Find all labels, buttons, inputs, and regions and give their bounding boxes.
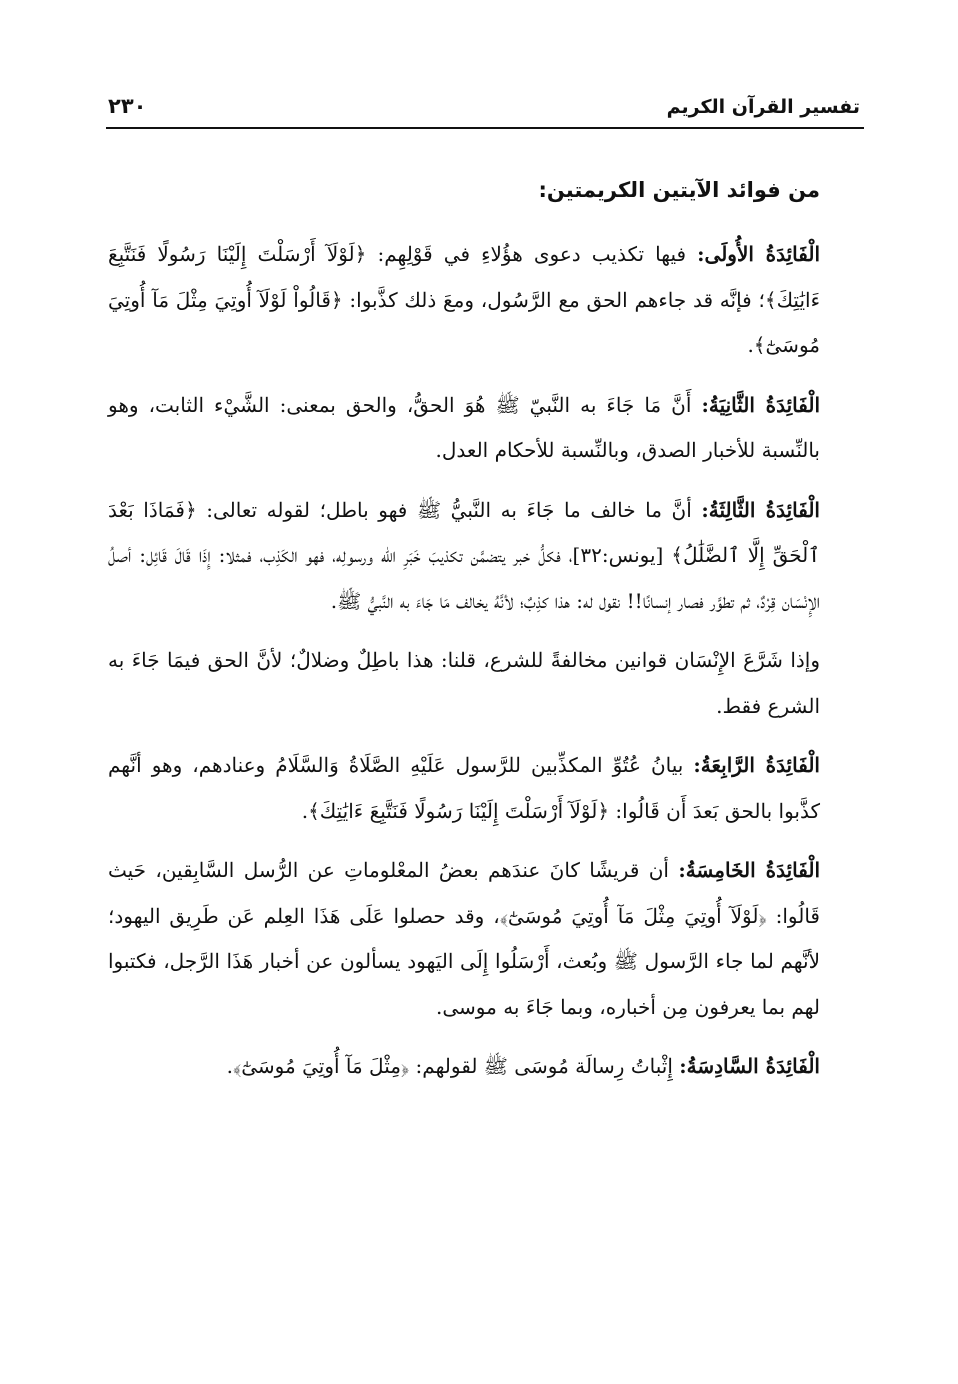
section-heading: من فوائد الآيتين الكريمتين: xyxy=(538,178,820,202)
benefit-paragraph-6 xyxy=(108,1044,820,1090)
benefit-title: الْفَائِدَةُ الأُولَى: xyxy=(697,242,820,266)
benefit-paragraph-1 xyxy=(108,232,820,369)
running-title: تفسير القرآن الكريم xyxy=(666,96,860,118)
benefit-title: الْفَائِدَةُ السَّادِسَةُ: xyxy=(679,1054,820,1078)
page-header xyxy=(108,92,860,128)
benefit-paragraph-3 xyxy=(108,488,820,625)
benefit-paragraph-4 xyxy=(108,743,820,834)
benefit-text: أن قريشًا كانَ عندَهم بعضُ المعْلوماتِ عن الرُّسل السَّابِقين، حَيث قَالُوا: ﴿لَوْلَآ أُوتِيَ مِثْلَ مَآ أُوتِيَ مُوسَىٰٓ﴾، وقد حصلوا عَلَى هَذَا العِلم عَن طَرِيق اليهود؛ لأنَّهم لما جاء الرَّسول ﷺ وبُعث، أَرْسَلُوا إِلَى اليَهود يسألون عن أخبار هَذَا الرَّجل، فكتبوا لهم بما يعرفون مِن أخباره، وبما جَاءَ به موسى. xyxy=(108,858,820,1019)
benefit-title: الْفَائِدَةُ الثَّانِيَةُ: xyxy=(701,392,821,417)
benefit-title: الْفَائِدَةُ الخَامِسَةُ: xyxy=(678,858,820,882)
header-rule xyxy=(106,127,864,129)
benefit-title: الْفَائِدَةُ الرَّابِعَةُ: xyxy=(693,753,820,777)
benefit-title: الْفَائِدَةُ الثَّالِثَةُ: xyxy=(701,497,820,522)
benefit-text: أَنَّ مَا جَاءَ به النَّبيّ ﷺ هُوَ الحقُّ، والحق بمعنى: الشَّيْء الثابت، وهو بالنِّسبة للأخبار الصدق، وبالنِّسبة للأحكام العدل. xyxy=(108,392,820,462)
benefit-text: إِثْباتُ رِسالَة مُوسَى ﷺ لقولهم: ﴿مِثْلَ مَآ أُوتِيَ مُوسَىٰٓ﴾. xyxy=(226,1054,680,1078)
page-body xyxy=(108,170,820,1104)
page-number: ٢٣٠ xyxy=(108,94,147,118)
benefit-paragraph-2 xyxy=(108,383,820,474)
benefit-paragraph-5 xyxy=(108,848,820,1030)
continuation-paragraph xyxy=(108,638,820,729)
benefit-text: فيها تكذيب دعوى هؤُلاءِ في قَوْلِهِم: ﴿لَوْلَآ أَرْسَلْتَ إِلَيْنَا رَسُولًا فَنَتَّبِعَ ءَايَٰتِكَ﴾؛ فإنَّه قد جاءهم الحق مع الرَّسُول، ومعَ ذلك كذَّبوا: ﴿قَالُواْ لَوْلَآ أُوتِيَ مِثْلَ مَآ أُوتِيَ مُوسَىٰٓ﴾. xyxy=(108,242,820,357)
benefit-text: بيانُ عُتُوِّ المكذِّبين للرَّسول عَلَيْهِ الصَّلَاةُ وَالسَّلَامُ وعنادهم، وهو أنَّهم كذَّبوا بالحق بَعدَ أَن قَالُوا: ﴿لَوْلَآ أَرْسَلْتَ إِلَيْنَا رَسُولًا فَنَتَّبِعَ ءَايَٰتِكَ﴾. xyxy=(108,753,820,823)
benefit-text: وإذا شَرَّعَ الإِنْسَان قوانين مخالفةً للشرع، قلنا: هذا باطِلٌ وضلالٌ؛ لأنَّ الحق فيمَا جَاءَ به الشرع فقط. xyxy=(108,648,820,718)
benefit-text: أنَّ ما خالف ما جَاءَ به النَّبيُّ ﷺ فهو باطل؛ لقوله تعالى: ﴿فَمَاذَا بَعْدَ ٱلْحَقِّ إِلَّا ٱلضَّلَٰلُ﴾ [يونس:٣٢]، فكلُّ خبر يتضمَّن تكذيبَ خَبَرِ الله ورسولِه، فهو الكَذِب، فمثلا: إِذَا قَالَ قَائِل: أصلُ الإِنْسَان قِرْدٌ، ثم تطوَّر فصار إنسانًا!! نقول له: هذا كذِبٌ؛ لأنَّهُ يخالف مَا جَاءَ به النَّبيُّ ﷺ. xyxy=(108,497,820,613)
